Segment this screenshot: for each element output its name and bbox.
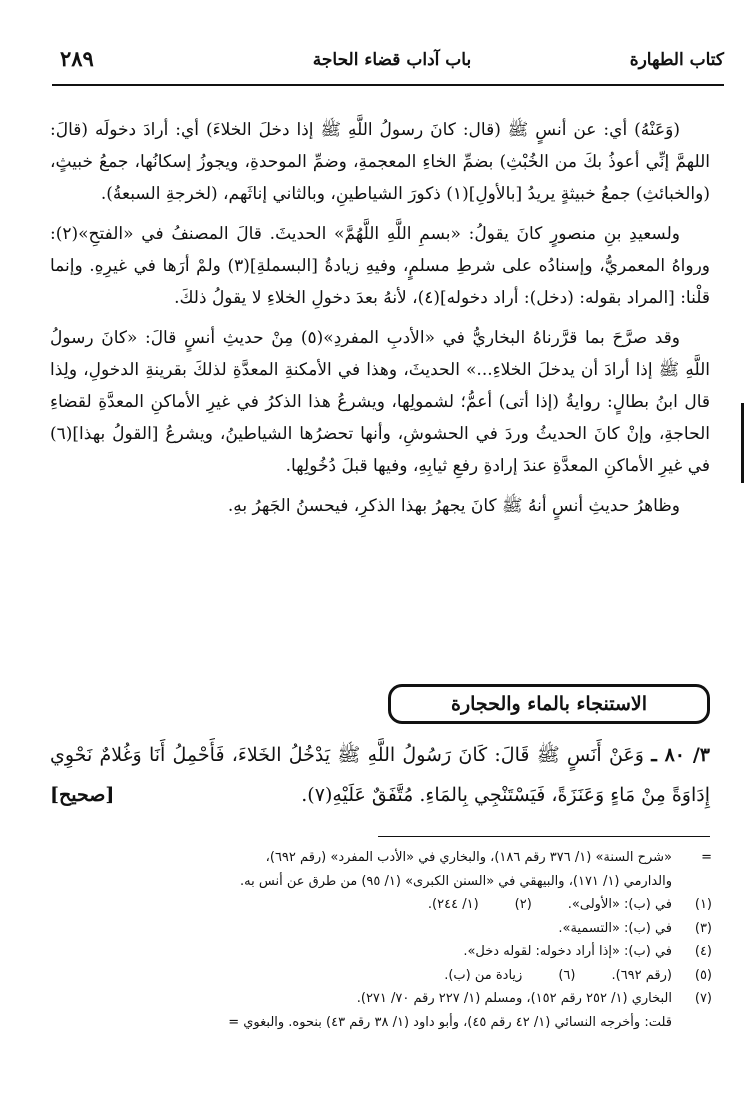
footnote-mark: (٣) — [694, 920, 712, 936]
footnote-mark — [682, 1011, 712, 1035]
header-divider — [52, 84, 724, 86]
footnote — [34, 893, 712, 917]
footnote-text: زيادة من (ب). — [444, 967, 523, 983]
footnote-divider — [378, 836, 710, 837]
paragraph: وقد صرَّحَ بما قرَّرناهُ البخاريُّ في «الأدبِ المفردِ»(٥) مِنْ حديثِ أنسٍ قالَ: «كانَ رسولُ اللَّهِ ﷺ إذا أرادَ أن يدخلَ الخلاءِ...» الحديثَ، وهذا في الأمكنةِ المعدَّةِ لذلكَ بقرينةِ الدخولِ، ولِذا قال ابنُ بطالٍ: روايةُ (إذا أتى) أعمُّ؛ لشمولِها، ويشرعُ هذا الذكرُ في غيرِ الأماكنِ المعدَّةِ لقضاءِ الحاجةِ، وإنْ كانَ الحديثُ وردَ في الحشوشِ، وأنها تحضرُها الشياطينُ، ويشرعُ [القولُ بهذا](٦) في غيرِ الأماكنِ المعدَّةِ عندَ إرادةِ رفعِ ثيابِهِ، وفيها قبلَ دُخُولِها. — [50, 328, 710, 476]
chapter-title: باب آداب قضاء الحاجة — [312, 50, 472, 70]
footnote-text: البخاري (١/ ٢٥٢ رقم ١٥٢)، ومسلم (١/ ٢٢٧ رقم ٧٠/ ٢٧١). — [356, 991, 672, 1006]
footnote-text: قلت: وأخرجه النسائي (١/ ٤٢ رقم ٤٥)، وأبو داود (١/ ٣٨ رقم ٤٣) بنحوه. والبغوي = — [228, 1014, 672, 1030]
footnote — [34, 987, 712, 1011]
footnote-text: (رقم ٦٩٢). — [611, 967, 672, 983]
footnote-text: والدارمي (١/ ١٧١)، والبيهقي في «السنن الكبرى» (١/ ٩٥) من طرق عن أنس به. — [240, 873, 672, 889]
footnote-mark: (٤) — [694, 944, 712, 959]
footnote-mark: (٥) — [694, 967, 712, 983]
footnote-mark: = — [701, 850, 712, 865]
footnote-mark: (٧) — [694, 991, 712, 1006]
book-title: كتاب الطهارة — [629, 50, 724, 70]
footnote-mark — [682, 870, 712, 894]
running-header — [60, 44, 724, 82]
hadith-text: وَعَنْ أَنَسٍ ﷺ قَالَ: كَانَ رَسُولُ اللَّهِ ﷺ يَدْخُلُ الخَلاءَ، فَأَحْمِلُ أَنَا وَغُلامٌ نَحْوِي إِدَاوَةً مِنْ مَاءٍ وَعَنَزَةً، فَيَسْتَنْجِي بِالمَاءِ. مُتَّفَقٌ عَلَيْهِ(٧). — [50, 744, 710, 806]
footnote-text: في (ب): «التسمية». — [558, 920, 672, 936]
footnote — [34, 940, 712, 964]
footnote-text: في (ب): «إذا أراد دخوله: لقوله دخل». — [463, 944, 672, 959]
footnote — [34, 870, 712, 894]
hadith-block — [50, 735, 710, 815]
footnote-mark: (٦) — [558, 967, 576, 983]
footnote-text: في (ب): «الأولى». — [567, 897, 672, 912]
footnote — [34, 917, 712, 941]
footnote-mark: (٢) — [514, 897, 532, 912]
footnote-text: «شرح السنة» (١/ ٣٧٦ رقم ١٨٦)، والبخاري في «الأدب المفرد» (رقم ٦٩٢)، — [265, 850, 672, 865]
section-title: الاستنجاء بالماء والحجارة — [388, 684, 710, 724]
footnote — [34, 1011, 712, 1035]
footnotes — [34, 846, 712, 1034]
page-number: ٢٨٩ — [60, 46, 94, 71]
commentary-text — [50, 114, 710, 526]
footnote — [34, 964, 712, 988]
margin-mark — [741, 403, 744, 483]
paragraph: ولسعيدِ بنِ منصورٍ كانَ يقولُ: «بسمِ اللَّهِ اللَّهُمَّ» الحديثَ. قالَ المصنفُ في «الفتحِ»(٢): ورواهُ المعمريُّ، وإسنادُه على شرطِ مسلمٍ، وفيهِ زيادةُ [البسملةِ](٣) ولمْ أرَها في غيرِهِ. وإنما قلْنا: [المراد بقوله: (دخل): أراد دخوله](٤)، لأنهُ بعدَ دخولِ الخلاءِ لا يقولُ ذلكَ. — [50, 224, 710, 308]
footnote-text: (١/ ٢٤٤). — [427, 897, 479, 912]
footnote — [34, 846, 712, 870]
hadith-grade: [صحيح] — [50, 784, 115, 806]
paragraph: (وَعَنْهُ) أي: عن أنسٍ ﷺ (قال: كانَ رسولُ اللَّهِ ﷺ إذا دخلَ الخلاءَ) أي: أرادَ دخولَه (قالَ: اللهمَّ إنِّي أعوذُ بكَ من الخُبْثِ) بضمِّ الخاءِ المعجمةِ، وضمِّ الموحدةِ، ويجوزُ إسكانُها، جمعُ خبيثٍ، (والخبائثِ) جمعُ خبيثةٍ يريدُ [بالأولِ](١) ذكورَ الشياطينِ، وبالثاني إناثَهم، (لخرجةِ السبعةُ). — [50, 120, 710, 204]
footnote-mark: (١) — [694, 897, 712, 912]
hadith-number: ٣/ ٨٠ ـ — [651, 744, 710, 766]
paragraph: وظاهرُ حديثِ أنسٍ أنهُ ﷺ كانَ يجهرُ بهذا الذكرِ، فيحسنُ الجَهرُ بهِ. — [227, 496, 680, 516]
